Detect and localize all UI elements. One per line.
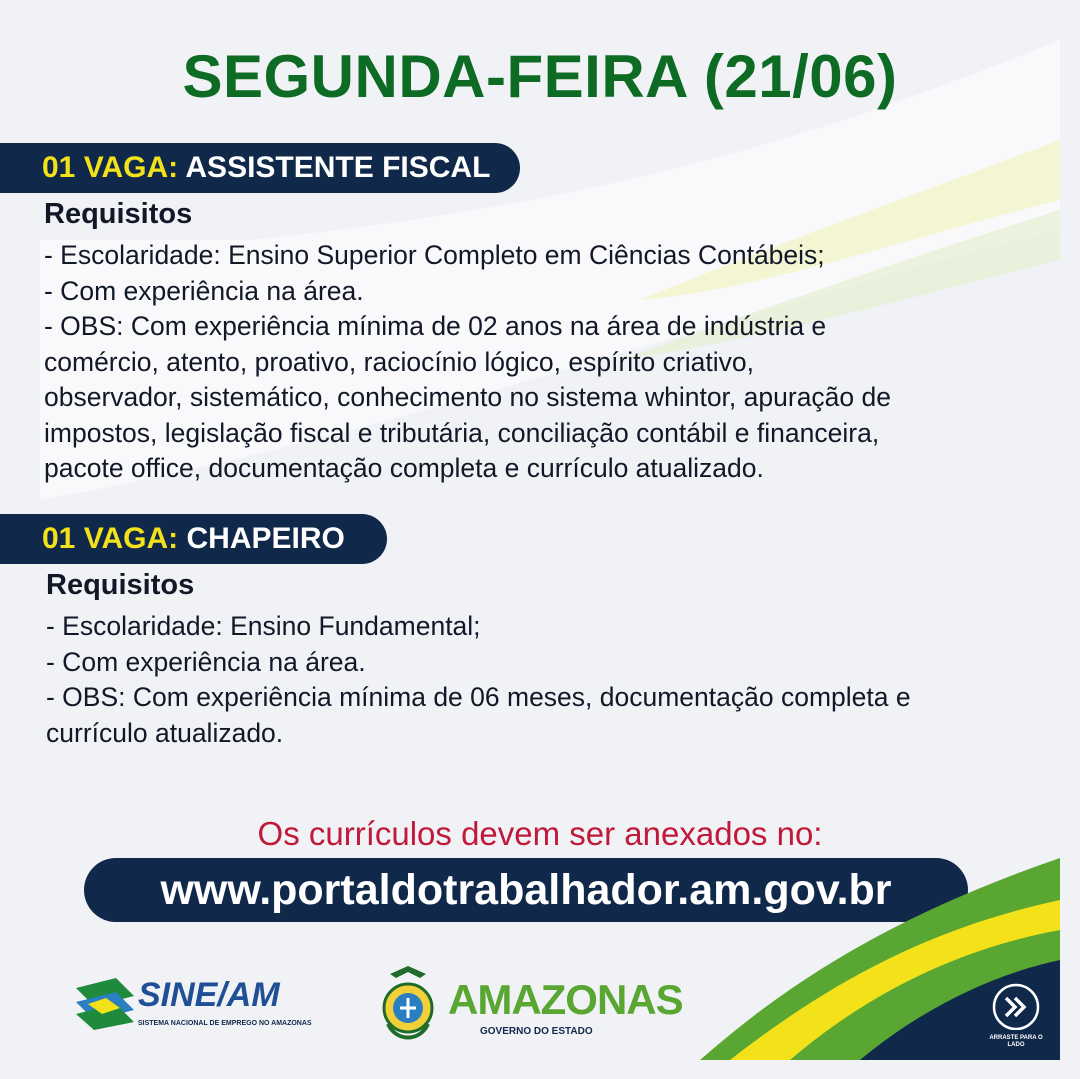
vacancy-count: 01 VAGA: — [42, 522, 179, 555]
sine-name: SINE/AM — [138, 976, 280, 1014]
swipe-indicator[interactable] — [988, 982, 1044, 1046]
requirement-line: comércio, atento, proativo, raciocínio lógico, espírito criativo, — [44, 346, 754, 377]
requirement-line: currículo atualizado. — [46, 717, 284, 748]
sine-subtitle: SISTEMA NACIONAL DE EMPREGO NO AMAZONAS — [138, 1020, 312, 1027]
amazonas-government-logo — [376, 964, 683, 1050]
sine-flag-icon — [76, 978, 134, 1030]
requirement-line: - Escolaridade: Ensino Fundamental; — [46, 611, 481, 641]
requirement-line: - Com experiência na área. — [46, 646, 366, 677]
requirements-title: Requisitos — [46, 569, 195, 601]
amazonas-subtitle: GOVERNO DO ESTADO — [480, 1026, 593, 1037]
sine-am-logo — [76, 976, 346, 1032]
job-role: CHAPEIRO — [186, 522, 345, 555]
requirements-title: Requisitos — [44, 198, 193, 230]
amazonas-name: AMAZONAS — [448, 976, 683, 1023]
requirement-line: - OBS: Com experiência mínima de 02 anos na área de indústria e — [44, 311, 827, 341]
requirement-line: - Escolaridade: Ensino Superior Completo em Ciências Contábeis; — [44, 240, 825, 270]
coat-of-arms-icon — [376, 964, 440, 1050]
portal-url-link[interactable]: www.portaldotrabalhador.am.gov.br — [84, 858, 968, 922]
job-role: ASSISTENTE FISCAL — [185, 151, 491, 184]
vacancy-count: 01 VAGA: — [42, 151, 179, 184]
requirement-line: - Com experiência na área. — [44, 275, 364, 306]
requirement-line: impostos, legislação fiscal e tributária, conciliação contábil e financeira, — [44, 417, 880, 448]
requirement-line: pacote office, documentação completa e currículo atualizado. — [44, 453, 764, 483]
page-title: SEGUNDA-FEIRA (21/06) — [182, 43, 898, 110]
requirement-line: - OBS: Com experiência mínima de 06 meses, documentação completa e — [46, 682, 911, 712]
double-chevron-right-icon — [988, 982, 1044, 1030]
requirement-line: observador, sistemático, conhecimento no sistema whintor, apuração de — [44, 382, 891, 412]
cta-text: Os currículos devem ser anexados no: — [257, 815, 823, 852]
swipe-label: ARRASTE PARA O LADO — [989, 1035, 1043, 1048]
